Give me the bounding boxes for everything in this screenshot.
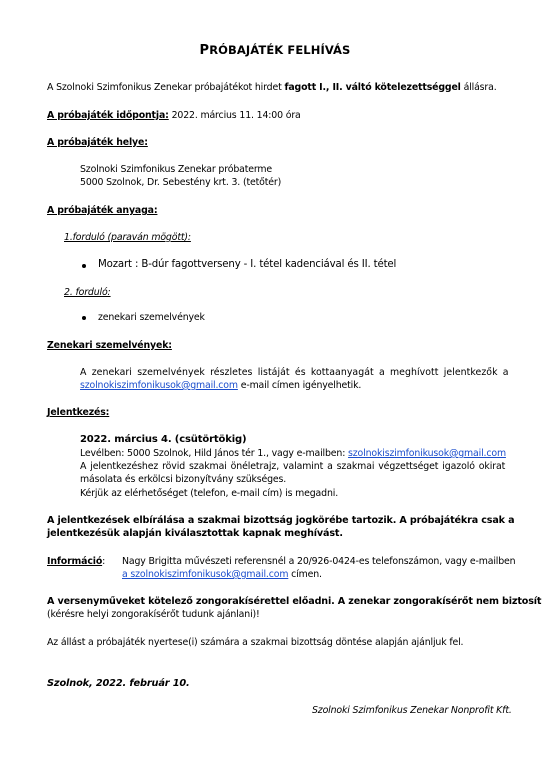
application-line3: A jelentkezéshez rövid szakmai önéletrajz, valamint a szakmai végzettséget igazoló okirat bbox=[80, 461, 506, 472]
application-line4: másolata és erkölcsi bizonyítvány szükséges. bbox=[80, 474, 287, 485]
date-line bbox=[47, 110, 301, 122]
evaluation-line1: A jelentkezések elbírálása a szakmai bizottság jogkörébe tartozik. A próbajátékra csak a bbox=[47, 515, 515, 526]
info-line1: Nagy Brigitta művészeti referensnél a 20/926-0424-es telefonszámon, vagy e-mailben bbox=[122, 556, 516, 567]
page-title bbox=[0, 43, 550, 58]
evaluation-line2: jelentkezésük alapján kiválasztottak kapnak meghívást. bbox=[47, 528, 343, 539]
excerpts-line2 bbox=[80, 380, 361, 392]
excerpts-line1: A zenekari szemelvények részletes listáját és kottaanyagát a meghívott jelentkezők a bbox=[80, 367, 509, 378]
excerpts-label: Zenekari szemelvények: bbox=[47, 340, 172, 351]
excerpts-line2-post: e-mail címen igényelhetik. bbox=[237, 380, 362, 391]
venue-line1: Szolnoki Szimfonikus Zenekar próbaterme bbox=[80, 164, 272, 175]
intro-bold: fagott I., II. váltó kötelezettséggel bbox=[284, 82, 461, 93]
info-line2 bbox=[122, 569, 322, 581]
info-email-link[interactable]: a szolnokiszimfonikusok@gmail.com bbox=[122, 569, 289, 580]
accompaniment-normal: (kérésre helyi zongorakísérőt tudunk ajánlani)! bbox=[47, 609, 260, 620]
date-value: 2022. március 11. 14:00 óra bbox=[168, 110, 301, 121]
title-rest: RÓBAJÁTÉK FELHÍVÁS bbox=[209, 43, 351, 57]
round2-label: 2. forduló: bbox=[64, 287, 111, 298]
application-letter bbox=[80, 448, 506, 460]
intro-pre: A Szolnoki Szimfonikus Zenekar próbajátékot hirdet bbox=[47, 82, 285, 93]
info-label: Információ bbox=[47, 556, 103, 567]
signature: Szolnoki Szimfonikus Zenekar Nonprofit Kft. bbox=[312, 705, 512, 716]
title-first-letter: P bbox=[199, 43, 210, 58]
application-letter-pre: Levélben: 5000 Szolnok, Hild János tér 1., vagy e-mailben: bbox=[80, 448, 349, 459]
application-label: Jelentkezés: bbox=[47, 407, 110, 418]
closing-text: Az állást a próbajáték nyertese(i) számára a szakmai bizottság döntése alapján ajánljuk fel. bbox=[47, 637, 464, 648]
intro-paragraph bbox=[47, 82, 497, 94]
round1-item: Mozart : B-dúr fagottverseny - I. tétel kadenciával és II. tétel bbox=[98, 259, 397, 270]
venue-label: A próbajáték helye: bbox=[47, 137, 148, 148]
intro-post: állásra. bbox=[460, 82, 497, 93]
application-deadline: 2022. március 4. (csütörtökig) bbox=[80, 434, 247, 445]
round1-label: 1.forduló (paraván mögött): bbox=[64, 232, 191, 243]
bullet-icon bbox=[82, 316, 86, 320]
date-label: A próbajáték időpontja: bbox=[47, 110, 169, 121]
info-label-wrap bbox=[47, 556, 105, 568]
excerpts-email-link[interactable]: szolnokiszimfonikusok@gmail.com bbox=[80, 380, 238, 391]
info-colon: : bbox=[102, 556, 106, 567]
application-line5: Kérjük az elérhetőséget (telefon, e-mail cím) is megadni. bbox=[80, 488, 339, 499]
application-email-link[interactable]: szolnokiszimfonikusok@gmail.com bbox=[348, 448, 506, 459]
info-line2-post: címen. bbox=[288, 569, 322, 580]
round2-item: zenekari szemelvények bbox=[98, 312, 205, 323]
material-label: A próbajáték anyaga: bbox=[47, 205, 158, 216]
place-date: Szolnok, 2022. február 10. bbox=[47, 678, 190, 689]
bullet-icon bbox=[82, 264, 86, 268]
venue-line2: 5000 Szolnok, Dr. Sebestény krt. 3. (tetőtér) bbox=[80, 177, 282, 188]
accompaniment-bold: A versenyműveket kötelező zongorakísérettel előadni. A zenekar zongorakísérőt nem biztosít bbox=[47, 596, 542, 607]
